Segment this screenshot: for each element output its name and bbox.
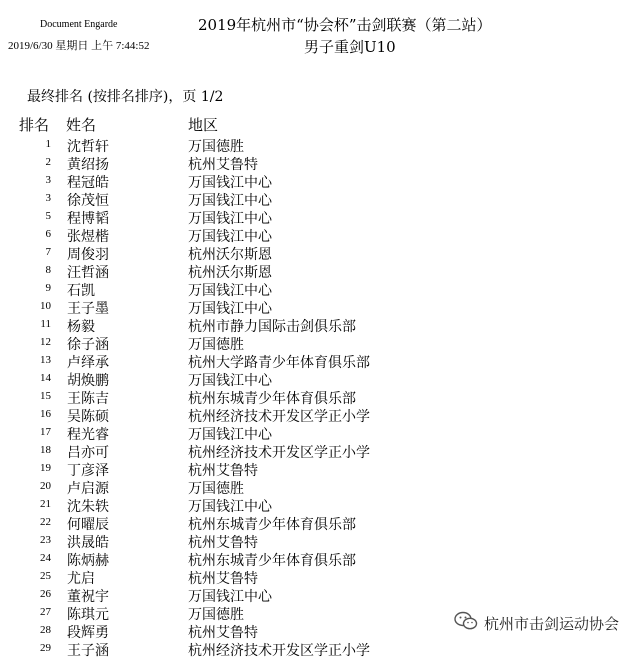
rank-cell: 10 (40, 300, 51, 312)
rank-cell: 11 (40, 318, 51, 330)
name-cell: 卢启源 (67, 481, 109, 497)
name-cell: 程光睿 (67, 427, 109, 443)
region-cell: 万国钱江中心 (188, 589, 272, 605)
name-cell: 黄绍扬 (67, 157, 109, 173)
name-cell: 吴陈硕 (67, 409, 109, 425)
name-cell: 吕亦可 (67, 445, 109, 461)
region-cell: 万国德胜 (188, 481, 244, 497)
rank-cell: 23 (40, 534, 51, 546)
rank-cell: 7 (45, 246, 51, 258)
table-row (0, 189, 641, 207)
name-cell: 尤启 (67, 571, 95, 587)
rank-cell: 26 (40, 588, 51, 600)
region-cell: 杭州艾鲁特 (188, 463, 258, 479)
table-row (0, 387, 641, 405)
ranking-label: 最终排名 (按排名排序)，页 1/2 (27, 89, 224, 105)
wechat-icon (454, 611, 478, 635)
rank-cell: 14 (40, 372, 51, 384)
region-cell: 万国钱江中心 (188, 193, 272, 209)
region-cell: 万国钱江中心 (188, 175, 272, 191)
table-row (0, 261, 641, 279)
rank-cell: 15 (40, 390, 51, 402)
column-header-name: 姓名 (66, 116, 97, 134)
region-cell: 杭州市静力国际击剑俱乐部 (188, 319, 356, 335)
rank-cell: 16 (40, 408, 51, 420)
name-cell: 徐子涵 (67, 337, 109, 353)
table-row (0, 225, 641, 243)
table-row (0, 549, 641, 567)
table-row (0, 153, 641, 171)
name-cell: 汪哲涵 (67, 265, 109, 281)
region-cell: 杭州东城青少年体育俱乐部 (188, 517, 356, 533)
region-cell: 万国钱江中心 (188, 427, 272, 443)
table-row (0, 297, 641, 315)
column-header-rank: 排名 (19, 116, 50, 134)
name-cell: 王子涵 (67, 643, 109, 659)
name-cell: 陈炳赫 (67, 553, 109, 569)
name-cell: 程冠皓 (67, 175, 109, 191)
region-cell: 杭州艾鲁特 (188, 535, 258, 551)
region-cell: 万国钱江中心 (188, 301, 272, 317)
table-row (0, 513, 641, 531)
region-cell: 杭州东城青少年体育俱乐部 (188, 391, 356, 407)
table-row (0, 243, 641, 261)
rank-cell: 28 (40, 624, 51, 636)
rank-cell: 19 (40, 462, 51, 474)
name-cell: 胡焕鹏 (67, 373, 109, 389)
table-row (0, 441, 641, 459)
region-cell: 杭州大学路青少年体育俱乐部 (188, 355, 370, 371)
name-cell: 洪晟皓 (67, 535, 109, 551)
table-row (0, 369, 641, 387)
name-cell: 卢绎承 (67, 355, 109, 371)
page-title: 2019年杭州市“协会杯”击剑联赛（第二站） (198, 16, 492, 34)
rank-cell: 12 (40, 336, 51, 348)
region-cell: 杭州艾鲁特 (188, 625, 258, 641)
region-cell: 杭州艾鲁特 (188, 571, 258, 587)
name-cell: 何曜辰 (67, 517, 109, 533)
region-cell: 杭州艾鲁特 (188, 157, 258, 173)
rank-cell: 3 (45, 174, 51, 186)
rank-cell: 25 (40, 570, 51, 582)
name-cell: 王陈吉 (67, 391, 109, 407)
rank-cell: 6 (45, 228, 51, 240)
rank-cell: 2 (45, 156, 51, 168)
rank-cell: 29 (40, 642, 51, 654)
table-row (0, 423, 641, 441)
region-cell: 杭州东城青少年体育俱乐部 (188, 553, 356, 569)
table-row (0, 495, 641, 513)
table-row (0, 333, 641, 351)
table-row (0, 171, 641, 189)
rank-cell: 8 (45, 264, 51, 276)
table-row (0, 531, 641, 549)
rank-cell: 1 (45, 138, 51, 150)
table-row (0, 351, 641, 369)
rank-cell: 3 (45, 192, 51, 204)
column-header-region: 地区 (188, 116, 219, 134)
rank-cell: 17 (40, 426, 51, 438)
rank-cell: 13 (40, 354, 51, 366)
region-cell: 万国德胜 (188, 607, 244, 623)
region-cell: 杭州经济技术开发区学正小学 (188, 445, 370, 461)
table-row (0, 567, 641, 585)
name-cell: 丁彦泽 (67, 463, 109, 479)
region-cell: 万国钱江中心 (188, 499, 272, 515)
table-row (0, 135, 641, 153)
name-cell: 段辉勇 (67, 625, 109, 641)
region-cell: 万国钱江中心 (188, 373, 272, 389)
region-cell: 万国德胜 (188, 139, 244, 155)
table-row (0, 639, 641, 657)
name-cell: 陈琪元 (67, 607, 109, 623)
rank-cell: 18 (40, 444, 51, 456)
name-cell: 石凯 (67, 283, 95, 299)
name-cell: 董祝宇 (67, 589, 109, 605)
watermark (450, 609, 623, 637)
event-subtitle: 男子重剑U10 (304, 38, 396, 56)
name-cell: 王子墨 (67, 301, 109, 317)
software-label: Document Engarde (40, 19, 118, 30)
region-cell: 万国德胜 (188, 337, 244, 353)
table-row (0, 477, 641, 495)
rank-cell: 27 (40, 606, 51, 618)
region-cell: 万国钱江中心 (188, 283, 272, 299)
region-cell: 杭州沃尔斯恩 (188, 265, 272, 281)
rank-cell: 9 (45, 282, 51, 294)
table-row (0, 585, 641, 603)
results-table (0, 135, 641, 657)
print-datetime: 2019/6/30 星期日 上午 7:44:52 (8, 40, 150, 52)
region-cell: 杭州经济技术开发区学正小学 (188, 409, 370, 425)
region-cell: 万国钱江中心 (188, 229, 272, 245)
rank-cell: 24 (40, 552, 51, 564)
name-cell: 周俊羽 (67, 247, 109, 263)
name-cell: 徐茂恒 (67, 193, 109, 209)
table-row (0, 459, 641, 477)
region-cell: 杭州经济技术开发区学正小学 (188, 643, 370, 659)
rank-cell: 20 (40, 480, 51, 492)
watermark-text: 杭州市击剑运动协会 (483, 614, 619, 633)
table-row (0, 279, 641, 297)
table-row (0, 207, 641, 225)
table-row (0, 405, 641, 423)
rank-cell: 21 (40, 498, 51, 510)
rank-cell: 22 (40, 516, 51, 528)
name-cell: 张煜楷 (67, 229, 109, 245)
table-row (0, 315, 641, 333)
region-cell: 杭州沃尔斯恩 (188, 247, 272, 263)
name-cell: 程博韬 (67, 211, 109, 227)
name-cell: 沈哲轩 (67, 139, 109, 155)
rank-cell: 5 (45, 210, 51, 222)
name-cell: 沈朱轶 (67, 499, 109, 515)
region-cell: 万国钱江中心 (188, 211, 272, 227)
name-cell: 杨毅 (67, 319, 95, 335)
